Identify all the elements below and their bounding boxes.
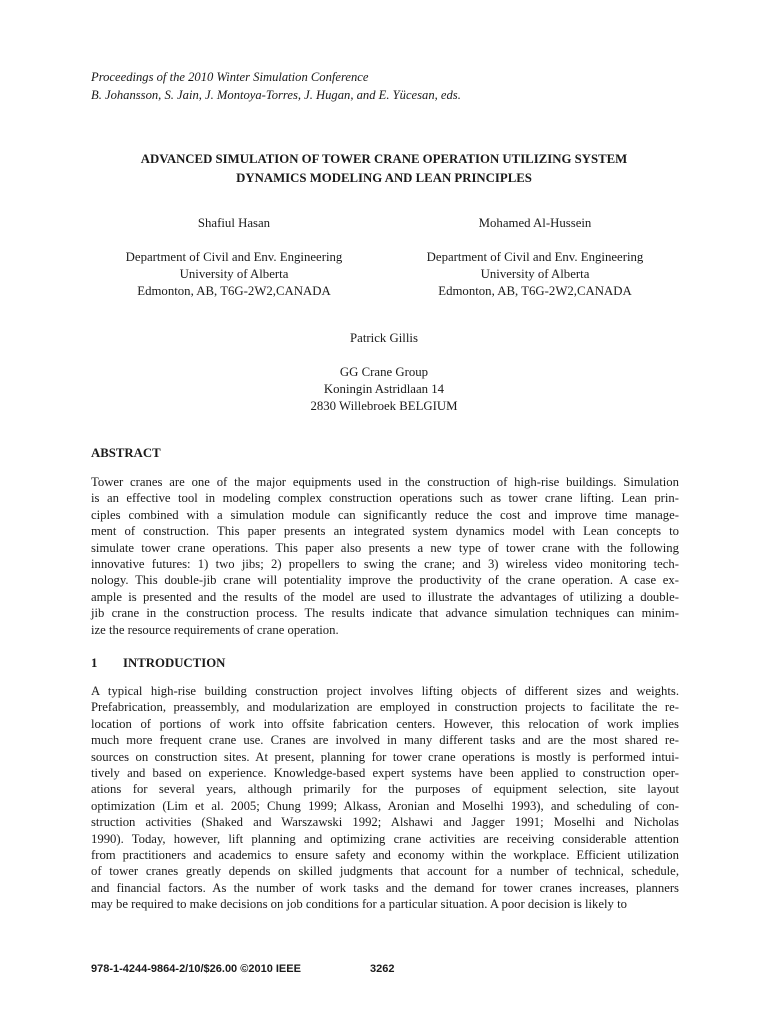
- page-number: 3262: [370, 963, 395, 975]
- text-line: Prefabrication, preassembly, and modularization are employed in construction projects to facilitate the re-: [91, 700, 679, 715]
- author-affiliation-line: Department of Civil and Env. Engineering: [426, 250, 644, 264]
- text-line: struction activities (Shaked and Warszawski 1992; Alshawi and Jagger 1991; Moselhi and Nicholas: [91, 815, 679, 830]
- text-line: tively and based on experience. Knowledge-based expert systems have been applied to construction oper-: [91, 766, 679, 781]
- text-line: Tower cranes are one of the major equipments used in the construction of high-rise buildings. Simulation: [91, 475, 679, 489]
- abstract-body: [91, 474, 679, 638]
- text-line: ations for several years, although primarily for the purposes of equipment selection, site layout: [91, 782, 679, 797]
- author-affiliation-line: Edmonton, AB, T6G-2W2,CANADA: [438, 284, 632, 298]
- text-line: sources on construction sites. At present, planning for tower crane operations is mostly is performed intui-: [91, 749, 679, 764]
- footer-isbn: 978-1-4244-9864-2/10/$26.00 ©2010 IEEE: [91, 963, 301, 975]
- author-name: Patrick Gillis: [350, 331, 418, 345]
- introduction-heading: [91, 656, 225, 671]
- introduction-body: [91, 683, 679, 913]
- text-line: ize the resource requirements of crane operation.: [91, 622, 339, 637]
- text-line: 1990). Today, however, lift planning and optimizing crane activities are receiving considerable attention: [91, 831, 679, 846]
- author-affiliation-line: Edmonton, AB, T6G-2W2,CANADA: [137, 284, 331, 298]
- text-line: from practitioners and academics to ensure safety and economy within the workplace. Efficient utilization: [91, 848, 679, 863]
- author-block-1: [84, 215, 384, 300]
- text-line: ample is presented and the results of the model are used to illustrate the advantages of utilizing a double-: [91, 589, 679, 604]
- text-line: optimization (Lim et al. 2005; Chung 1999; Alkass, Aronian and Moselhi 1993), and scheduling of con-: [91, 798, 679, 813]
- author-affiliation-line: University of Alberta: [179, 267, 289, 281]
- author-affiliation-line: University of Alberta: [480, 267, 590, 281]
- proceedings-title: Proceedings of the 2010 Winter Simulation Conference: [91, 70, 369, 84]
- text-line: nology. This double-jib crane will potentiality improve the productivity of the crane operation. A case ex-: [91, 573, 679, 588]
- text-line: and financial factors. As the number of work tasks and the demand for tower cranes increases, planners: [91, 880, 679, 895]
- paper-title-line-2: DYNAMICS MODELING AND LEAN PRINCIPLES: [236, 171, 532, 185]
- author-affiliation-line: Department of Civil and Env. Engineering: [125, 250, 343, 264]
- paper-title: [60, 150, 708, 188]
- text-line: of tower cranes greatly depends on skilled judgments that account for a number of technical, schedule,: [91, 864, 679, 879]
- proceedings-header: [91, 68, 461, 104]
- text-line: is an effective tool in modeling complex construction operations such as tower crane lifting. Lean prin-: [91, 491, 679, 506]
- text-line: may be required to make decisions on job conditions for a particular situation. A poor decision is likely to: [91, 897, 627, 912]
- text-line: location of portions of work into offsite fabrication centers. However, this relocation of work implies: [91, 716, 679, 731]
- text-line: simulate tower crane operations. This paper also presents a new type of tower crane with the following: [91, 540, 679, 555]
- section-number: 1: [91, 656, 98, 670]
- paper-title-line-1: ADVANCED SIMULATION OF TOWER CRANE OPERATION UTILIZING SYSTEM: [140, 152, 628, 166]
- author-affiliation-line: 2830 Willebroek BELGIUM: [310, 399, 458, 413]
- text-line: jib crane in the construction process. The results indicate that advance simulation techniques can minim-: [91, 606, 679, 621]
- text-line: ciples combined with a simulation module can significantly reduce the cost and improve time manage-: [91, 507, 679, 522]
- text-line: ment of construction. This paper presents an integrated system dynamics model with Lean concepts to: [91, 524, 679, 539]
- text-line: A typical high-rise building construction project involves lifting objects of different sizes and weights.: [91, 684, 679, 698]
- author-block-2: [385, 215, 685, 300]
- text-line: much more frequent crane use. Cranes are involved in many different tasks and are the most shared re-: [91, 733, 679, 748]
- author-affiliation-line: GG Crane Group: [339, 365, 429, 379]
- text-line: innovative futures: 1) two jibs; 2) propellers to swing the crane; and 3) wireless video monitoring tech-: [91, 557, 679, 572]
- author-name: Shafiul Hasan: [197, 216, 271, 230]
- author-affiliation-line: Koningin Astridlaan 14: [323, 382, 445, 396]
- author-block-3: [234, 330, 534, 415]
- author-name: Mohamed Al-Hussein: [478, 216, 592, 230]
- proceedings-editors: B. Johansson, S. Jain, J. Montoya-Torres, J. Hugan, and E. Yücesan, eds.: [91, 88, 461, 102]
- section-title: INTRODUCTION: [123, 656, 226, 670]
- abstract-heading: ABSTRACT: [91, 446, 161, 460]
